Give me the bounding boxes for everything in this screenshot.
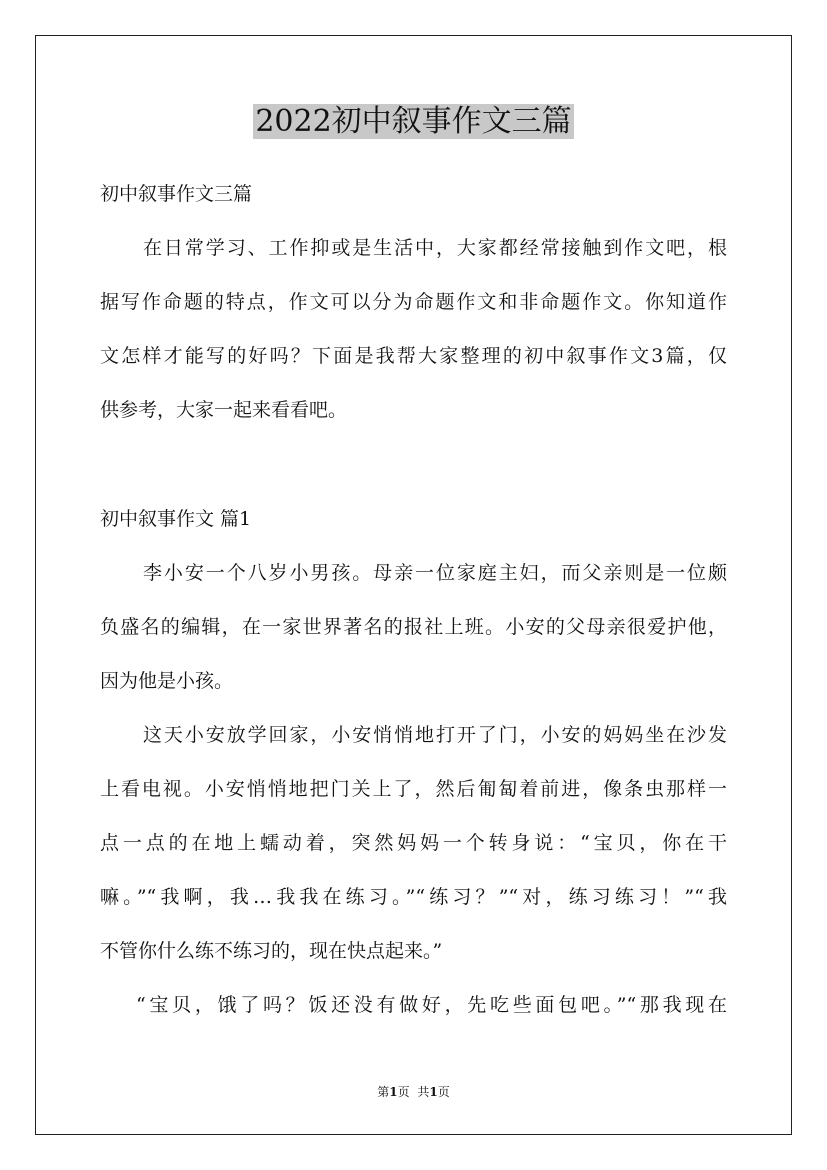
total-pages: 1 (429, 1085, 438, 1099)
paragraph-line: 不管你什么练不练习的，现在快点起来。” (100, 940, 443, 962)
page-suffix: 页 (397, 1085, 410, 1099)
page-footer (0, 1084, 827, 1100)
section-heading: 初中叙事作文 篇1 (100, 508, 252, 530)
document-title: 2022初中叙事作文三篇 (255, 104, 572, 139)
paragraph-line: 在日常学习、工作抑或是生活中，大家都经常接触到作文吧，根 (143, 237, 727, 259)
paragraph-line: 点一点的在地上蠕动着，突然妈妈一个转身说：“宝贝，你在干 (100, 832, 727, 854)
paragraph-line: 这天小安放学回家，小安悄悄地打开了门，小安的妈妈坐在沙发 (143, 724, 727, 746)
total-prefix: 共 (417, 1085, 430, 1099)
paragraph-line: 据写作命题的特点，作文可以分为命题作文和非命题作文。你知道作 (100, 291, 727, 313)
paragraph-line: 嘛。”“我啊，我…我我在练习。”“练习？”“对，练习练习！”“我 (100, 886, 727, 908)
paragraph-line: 因为他是小孩。 (100, 670, 234, 692)
paragraph-line: 李小安一个八岁小男孩。母亲一位家庭主妇，而父亲则是一位颇 (143, 562, 727, 584)
paragraph-line: 上看电视。小安悄悄地把门关上了，然后匍匐着前进，像条虫那样一 (100, 778, 727, 800)
paragraph-line: 供参考，大家一起来看看吧。 (100, 399, 348, 421)
subtitle-line: 初中叙事作文三篇 (100, 183, 253, 205)
paragraph-line: 负盛名的编辑，在一家世界著名的报社上班。小安的父母亲很爱护他， (100, 616, 727, 638)
page-prefix: 第 (377, 1085, 390, 1099)
paragraph-line: “宝贝，饿了吗？饭还没有做好，先吃些面包吧。”“那我现在 (136, 994, 727, 1016)
page-number: 1 (389, 1085, 398, 1099)
total-suffix: 页 (437, 1085, 450, 1099)
paragraph-line: 文怎样才能写的好吗？下面是我帮大家整理的初中叙事作文3篇，仅 (100, 345, 727, 367)
